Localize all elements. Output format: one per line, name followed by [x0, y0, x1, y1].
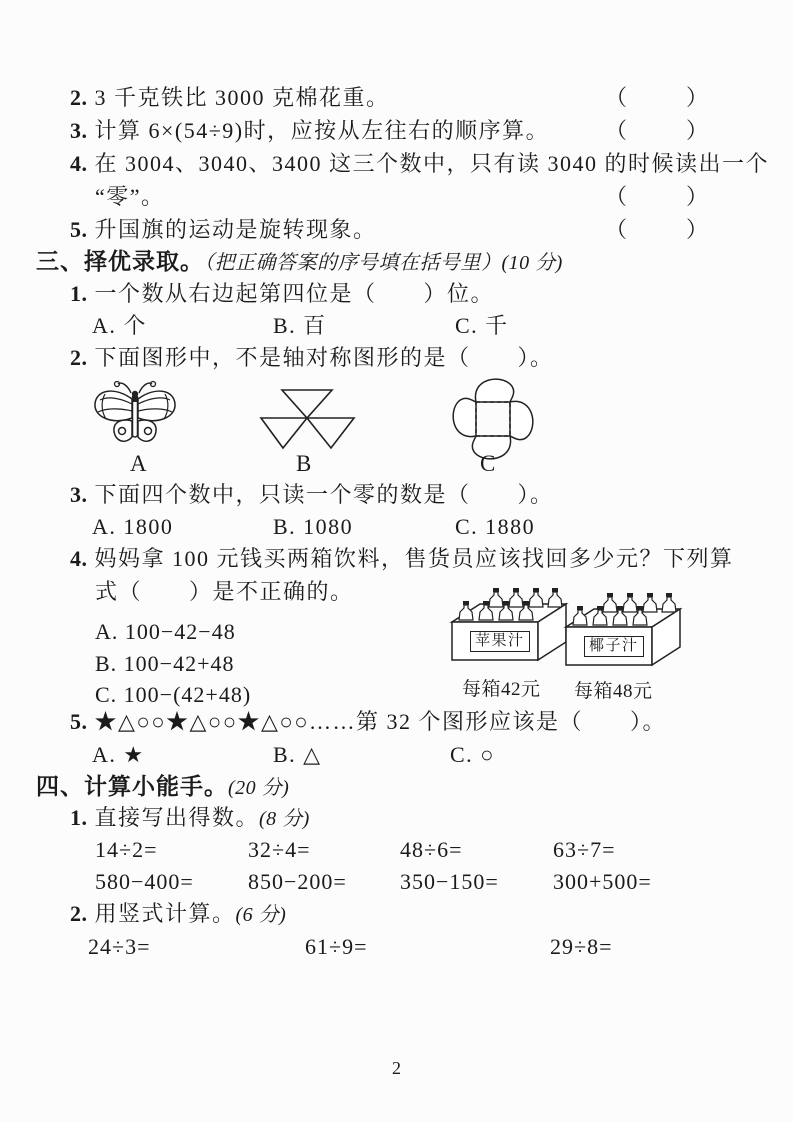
tf-item-4-line2: “零”。 — [95, 184, 165, 209]
butterfly-figure — [92, 380, 178, 448]
s3-q1-option-c: C. 千 — [455, 313, 509, 338]
s3-q3-option-c: C. 1880 — [455, 514, 536, 539]
s3-q5-number: 5. — [70, 709, 88, 734]
s3-q5-option-a: A. ★ — [92, 742, 145, 767]
calc-expression: 24÷3= — [88, 934, 151, 959]
s3-q4-option-b: B. 100−42+48 — [95, 651, 235, 676]
tf-item-5-answer-bracket: （ ） — [605, 217, 714, 242]
calc-expression: 300+500= — [553, 869, 652, 894]
section-4-title: 四、计算小能手。 — [36, 773, 228, 799]
tf-item-5-number: 5. — [70, 217, 88, 242]
s4-q2-points: (6 分) — [235, 904, 287, 926]
s4-q1-text: 直接写出得数。 — [94, 805, 260, 830]
tf-item-2 — [70, 84, 390, 112]
calc-expression: 580−400= — [95, 869, 194, 894]
s3-q5-option-b: B. △ — [273, 742, 322, 767]
s3-question-3 — [70, 481, 554, 509]
s3-question-1 — [70, 280, 494, 308]
calc-expression: 850−200= — [248, 869, 347, 894]
s3-q4-text-line1: 妈妈拿 100 元钱买两箱饮料，售货员应该找回多少元？下列算 — [94, 546, 734, 571]
s3-q1-option-b: B. 百 — [273, 313, 327, 338]
s4-q2-text: 用竖式计算。 — [94, 901, 236, 926]
s3-question-5 — [70, 708, 666, 736]
s3-q3-option-a: A. 1800 — [92, 514, 174, 539]
figure-c-label: C — [480, 451, 496, 476]
figure-b-label: B — [296, 451, 312, 476]
page-number: 2 — [392, 1058, 401, 1078]
tf-item-3 — [70, 117, 549, 145]
s4-q1-points: (8 分) — [259, 808, 310, 830]
s3-q3-text: 下面四个数中，只读一个零的数是（ ）。 — [94, 482, 554, 507]
calc-expression: 32÷4= — [248, 837, 311, 862]
s4-q1-number: 1. — [70, 805, 88, 830]
tf-item-5-text: 升国旗的运动是旋转现象。 — [94, 217, 377, 242]
s3-question-4-line2: 式（ ）是不正确的。 — [95, 579, 354, 604]
juice-box2-label: 椰子汁 — [584, 636, 644, 657]
s3-question-2 — [70, 344, 554, 372]
s3-q4-number: 4. — [70, 546, 88, 571]
s3-q1-number: 1. — [70, 281, 88, 306]
s3-q5-text: ★△○○★△○○★△○○……第 32 个图形应该是（ ）。 — [94, 709, 666, 734]
section-3-title: 三、择优录取。 — [36, 248, 204, 274]
s3-q3-option-b: B. 1080 — [273, 514, 354, 539]
section-3-header — [36, 247, 563, 277]
calc-expression: 63÷7= — [553, 837, 616, 862]
s4-question-1 — [70, 804, 310, 833]
tf-item-3-answer-bracket: （ ） — [605, 118, 714, 143]
s3-q4-option-c: C. 100−(42+48) — [95, 682, 252, 707]
s3-q4-option-a: A. 100−42−48 — [95, 619, 236, 644]
tf-item-3-text: 计算 6×(54÷9)时，应按从左往右的顺序算。 — [94, 118, 550, 143]
juice-box1-price: 每箱42元 — [462, 679, 541, 700]
section-4-header — [36, 772, 289, 802]
calc-expression: 14÷2= — [95, 837, 158, 862]
s4-q2-number: 2. — [70, 901, 88, 926]
s3-question-4-line1 — [70, 545, 734, 573]
figure-a-label: A — [130, 451, 147, 476]
section-4-points: (20 分) — [228, 777, 290, 799]
s3-q1-option-a: A. 个 — [92, 313, 147, 338]
juice-box2-price: 每箱48元 — [574, 681, 653, 702]
tf-item-4-line1 — [70, 150, 769, 178]
s3-q2-number: 2. — [70, 345, 88, 370]
tf-item-4-text-line1: 在 3004、3040、3400 这三个数中，只有读 3040 的时候读出一个 — [94, 151, 770, 176]
tf-item-2-answer-bracket: （ ） — [605, 85, 714, 110]
tf-item-3-number: 3. — [70, 118, 88, 143]
s3-q3-number: 3. — [70, 482, 88, 507]
calc-expression: 350−150= — [400, 869, 499, 894]
s3-q1-text: 一个数从右边起第四位是（ ）位。 — [94, 281, 495, 306]
s3-q5-option-c: C. ○ — [450, 742, 495, 767]
s3-q2-text: 下面图形中，不是轴对称图形的是（ ）。 — [94, 345, 554, 370]
calc-expression: 48÷6= — [400, 837, 463, 862]
s4-question-2 — [70, 900, 286, 929]
calc-expression: 61÷9= — [305, 934, 368, 959]
tf-item-4-answer-bracket: （ ） — [605, 184, 714, 209]
triangles-figure — [260, 388, 356, 450]
tf-item-5 — [70, 216, 377, 244]
section-3-hint: （把正确答案的序号填在括号里）(10 分) — [204, 252, 563, 274]
tf-item-2-number: 2. — [70, 85, 88, 110]
juice-box1-label: 苹果汁 — [470, 631, 530, 652]
calc-expression: 29÷8= — [550, 934, 613, 959]
tf-item-2-text: 3 千克铁比 3000 克棉花重。 — [94, 85, 390, 110]
tf-item-4-number: 4. — [70, 151, 88, 176]
